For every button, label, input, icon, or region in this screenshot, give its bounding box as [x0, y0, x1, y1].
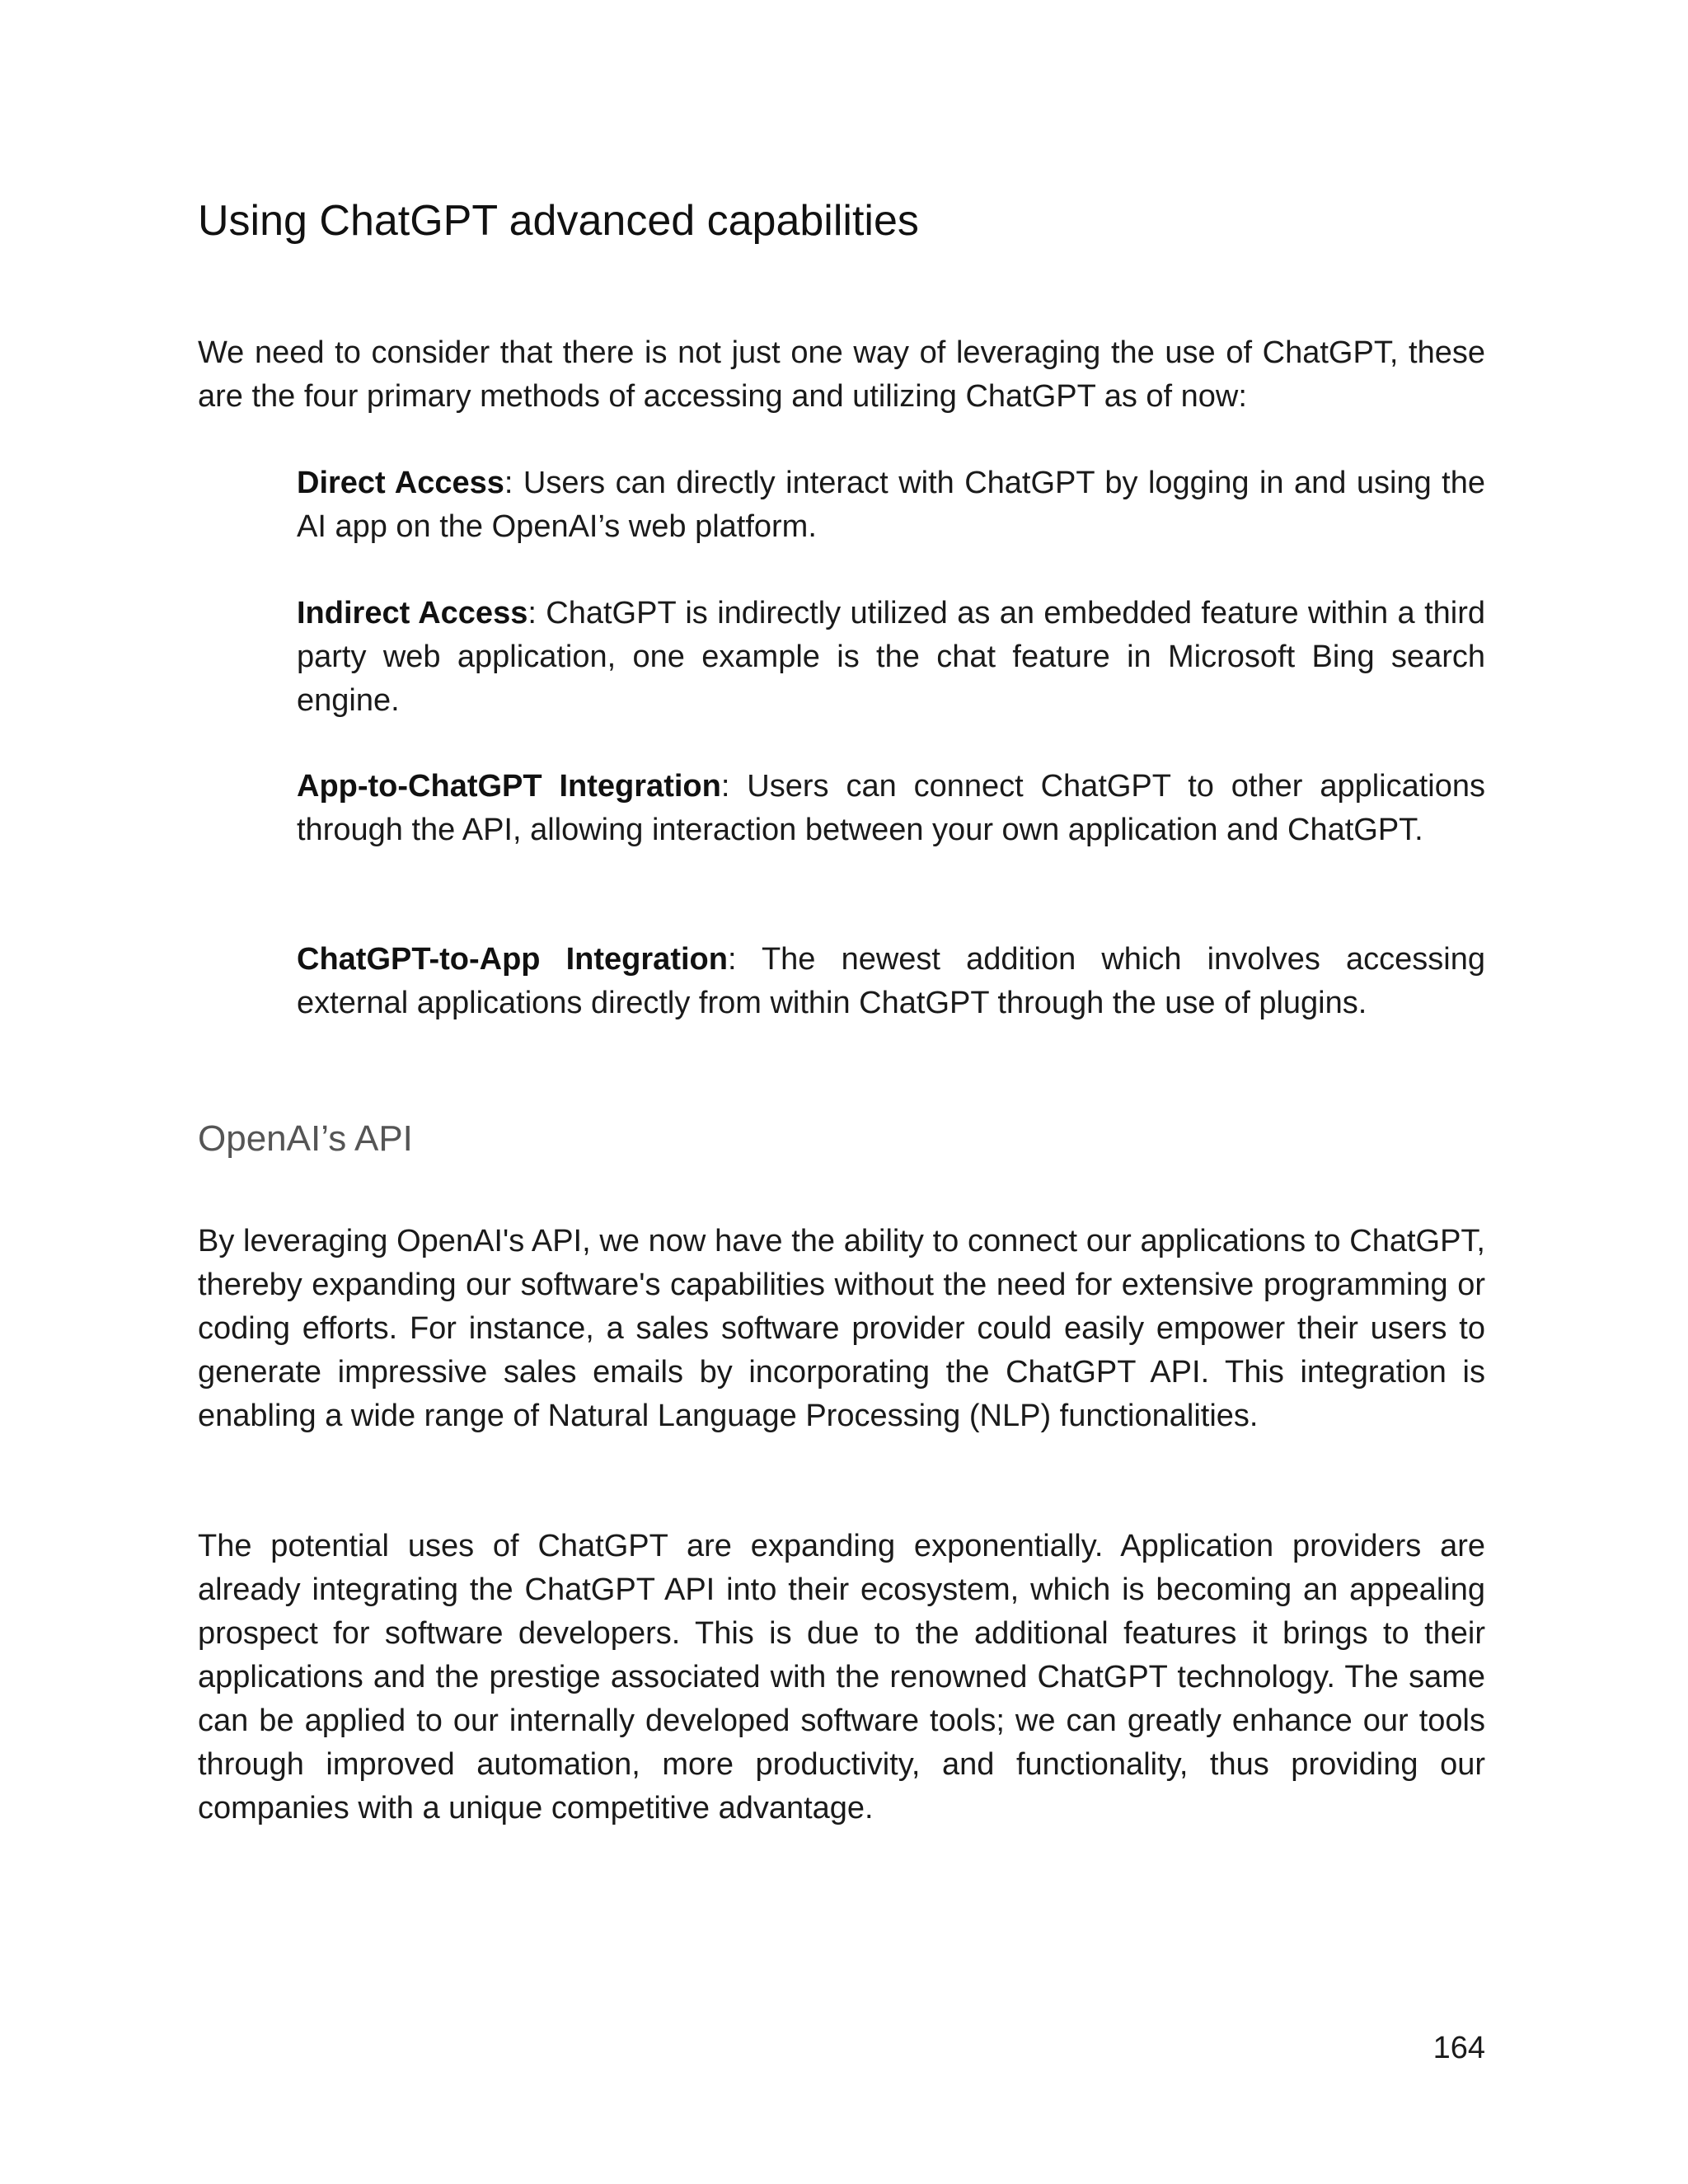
- method-term: Direct Access: [297, 466, 504, 500]
- api-paragraph-1: By leveraging OpenAI's API, we now have the ability to connect our applications to ChatGPT, thereby expanding our software's capabilities without the need for extensive programming or coding efforts. For instance, a sales software provider could easily empower their users to generate impressive sales emails by incorporating the ChatGPT API. This integration is enabling a wide range of Natural Language Processing (NLP) functionalities.: [198, 1224, 1485, 1433]
- method-app-to-chatgpt: [297, 765, 1485, 852]
- method-term: ChatGPT-to-App Integration: [297, 942, 728, 977]
- method-description: : ChatGPT is indirectly utilized as an embedded feature within a third party web application, one example is the chat feature in Microsoft Bing search engine.: [297, 596, 1486, 718]
- method-description: : Users can connect ChatGPT to other applications through the API, allowing interaction between your own application and ChatGPT.: [297, 769, 1486, 847]
- method-term: App-to-ChatGPT Integration: [297, 769, 721, 804]
- method-indirect-access: [297, 592, 1485, 723]
- method-term: Indirect Access: [297, 596, 528, 630]
- page-number: 164: [1432, 2031, 1485, 2065]
- method-description: : Users can directly interact with ChatGPT by logging in and using the AI app on the OpenAI’s web platform.: [297, 466, 1485, 544]
- intro-paragraph: We need to consider that there is not just one way of leveraging the use of ChatGPT, these are the four primary methods of accessing and utilizing ChatGPT as of now:: [198, 335, 1485, 414]
- section-heading: Using ChatGPT advanced capabilities: [198, 197, 919, 245]
- api-paragraph-2: The potential uses of ChatGPT are expanding exponentially. Application providers are already integrating the ChatGPT API into their ecosystem, which is becoming an appealing prospect for software developers. This is due to the additional features it brings to their applications and the prestige associated with the renowned ChatGPT technology. The same can be applied to our internally developed software tools; we can greatly enhance our tools through improved automation, more productivity, and functionality, thus providing our companies with a unique competitive advantage.: [198, 1529, 1485, 1825]
- method-chatgpt-to-app: [297, 938, 1485, 1025]
- subsection-heading: OpenAI’s API: [198, 1118, 413, 1159]
- method-direct-access: [297, 462, 1485, 549]
- method-description: : The newest addition which involves accessing external applications directly from within ChatGPT through the use of plugins.: [297, 942, 1486, 1020]
